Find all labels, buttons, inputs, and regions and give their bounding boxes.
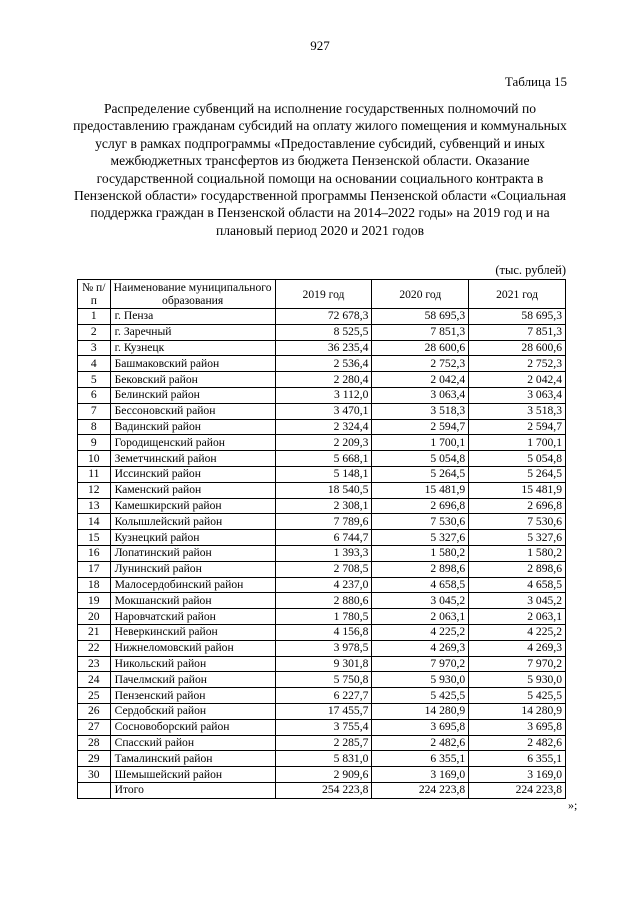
municipality-name: Лопатинский район: [110, 545, 275, 561]
table-row: [78, 466, 566, 482]
row-number: 17: [78, 561, 111, 577]
municipality-name: Итого: [110, 782, 275, 798]
value-2021: 7 851,3: [469, 324, 566, 340]
municipality-name: г. Кузнецк: [110, 340, 275, 356]
municipality-name: Земетчинский район: [110, 451, 275, 467]
row-number: 29: [78, 751, 111, 767]
municipality-name: Спасский район: [110, 735, 275, 751]
municipality-name: Иссинский район: [110, 466, 275, 482]
value-2019: 3 755,4: [275, 719, 372, 735]
value-2020: 28 600,6: [372, 340, 469, 356]
row-number: 23: [78, 656, 111, 672]
table-row: [78, 624, 566, 640]
value-2019: 6 744,7: [275, 530, 372, 546]
municipality-name: Вадинский район: [110, 419, 275, 435]
row-number: 15: [78, 530, 111, 546]
value-2021: 5 425,5: [469, 688, 566, 704]
row-number: 9: [78, 435, 111, 451]
municipality-name: Сердобский район: [110, 703, 275, 719]
value-2020: 2 042,4: [372, 372, 469, 388]
value-2021: 3 695,8: [469, 719, 566, 735]
value-2021: 14 280,9: [469, 703, 566, 719]
row-number: 2: [78, 324, 111, 340]
value-2021: 7 530,6: [469, 514, 566, 530]
table-row: [78, 577, 566, 593]
row-number: 28: [78, 735, 111, 751]
value-2021: 2 752,3: [469, 356, 566, 372]
value-2020: 14 280,9: [372, 703, 469, 719]
row-number: 16: [78, 545, 111, 561]
value-2019: 9 301,8: [275, 656, 372, 672]
value-2019: 2 536,4: [275, 356, 372, 372]
value-2021: 5 327,6: [469, 530, 566, 546]
value-2019: 3 470,1: [275, 403, 372, 419]
table-row: [78, 593, 566, 609]
municipality-name: Лунинский район: [110, 561, 275, 577]
value-2020: 2 752,3: [372, 356, 469, 372]
header-2020: 2020 год: [372, 280, 469, 309]
value-2019: 6 227,7: [275, 688, 372, 704]
municipality-name: Пачелмский район: [110, 672, 275, 688]
row-number: 19: [78, 593, 111, 609]
value-2019: 8 525,5: [275, 324, 372, 340]
value-2019: 4 156,8: [275, 624, 372, 640]
row-number: 30: [78, 767, 111, 783]
municipality-name: Каменский район: [110, 482, 275, 498]
value-2020: 58 695,3: [372, 309, 469, 325]
value-2019: 4 237,0: [275, 577, 372, 593]
table-row: [78, 735, 566, 751]
value-2020: 3 063,4: [372, 387, 469, 403]
value-2021: 3 045,2: [469, 593, 566, 609]
header-name: Наименование муниципального образования: [110, 280, 275, 309]
row-number: 12: [78, 482, 111, 498]
row-number: 22: [78, 640, 111, 656]
row-number: 4: [78, 356, 111, 372]
value-2020: 4 269,3: [372, 640, 469, 656]
table-row: [78, 751, 566, 767]
table-row: [78, 356, 566, 372]
municipality-name: Мокшанский район: [110, 593, 275, 609]
table-row: [78, 767, 566, 783]
table-row: [78, 656, 566, 672]
municipality-name: Сосновоборский район: [110, 719, 275, 735]
row-number: 25: [78, 688, 111, 704]
table-row: [78, 688, 566, 704]
row-number: 14: [78, 514, 111, 530]
value-2020: 2 898,6: [372, 561, 469, 577]
row-number: 20: [78, 609, 111, 625]
value-2021: 3 063,4: [469, 387, 566, 403]
row-number: 26: [78, 703, 111, 719]
municipality-name: г. Заречный: [110, 324, 275, 340]
value-2021: 5 930,0: [469, 672, 566, 688]
row-number: 10: [78, 451, 111, 467]
value-2019: 3 978,5: [275, 640, 372, 656]
municipality-name: Пензенский район: [110, 688, 275, 704]
value-2021: 4 658,5: [469, 577, 566, 593]
municipality-name: Шемышейский район: [110, 767, 275, 783]
municipality-name: Никольский район: [110, 656, 275, 672]
value-2020: 2 696,8: [372, 498, 469, 514]
value-2020: 3 045,2: [372, 593, 469, 609]
page-number: 927: [310, 38, 330, 53]
value-2021: 3 169,0: [469, 767, 566, 783]
value-2020: 5 930,0: [372, 672, 469, 688]
row-number: 13: [78, 498, 111, 514]
table-row: [78, 340, 566, 356]
value-2021: 4 225,2: [469, 624, 566, 640]
value-2021: 7 970,2: [469, 656, 566, 672]
table-row: [78, 514, 566, 530]
total-row: [78, 782, 566, 798]
table-row: [78, 435, 566, 451]
value-2021: 2 482,6: [469, 735, 566, 751]
table-header-row: [78, 280, 566, 309]
row-number: 21: [78, 624, 111, 640]
table-row: [78, 309, 566, 325]
table-row: [78, 372, 566, 388]
municipality-name: Колышлейский район: [110, 514, 275, 530]
municipality-name: Камешкирский район: [110, 498, 275, 514]
row-number: 7: [78, 403, 111, 419]
value-2019: 2 708,5: [275, 561, 372, 577]
value-2020: 2 063,1: [372, 609, 469, 625]
table-row: [78, 419, 566, 435]
value-2019: 2 308,1: [275, 498, 372, 514]
value-2020: 7 530,6: [372, 514, 469, 530]
value-2019: 2 324,4: [275, 419, 372, 435]
value-2021: 1 580,2: [469, 545, 566, 561]
table-row: [78, 561, 566, 577]
table-row: [78, 498, 566, 514]
value-2020: 2 594,7: [372, 419, 469, 435]
value-2019: 5 831,0: [275, 751, 372, 767]
table-row: [78, 640, 566, 656]
municipality-name: Неверкинский район: [110, 624, 275, 640]
row-number: 27: [78, 719, 111, 735]
table-row: [78, 545, 566, 561]
header-num: № п/п: [78, 280, 111, 309]
value-2021: 28 600,6: [469, 340, 566, 356]
table-row: [78, 609, 566, 625]
units-note: (тыс. рублей): [495, 263, 566, 277]
value-2019: 254 223,8: [275, 782, 372, 798]
municipality-name: Тамалинский район: [110, 751, 275, 767]
value-2020: 3 169,0: [372, 767, 469, 783]
value-2019: 5 148,1: [275, 466, 372, 482]
value-2021: 15 481,9: [469, 482, 566, 498]
value-2019: 5 668,1: [275, 451, 372, 467]
table-row: [78, 324, 566, 340]
value-2021: 2 594,7: [469, 419, 566, 435]
value-2020: 4 658,5: [372, 577, 469, 593]
value-2020: 3 695,8: [372, 719, 469, 735]
value-2019: 7 789,6: [275, 514, 372, 530]
value-2021: 224 223,8: [469, 782, 566, 798]
table-row: [78, 672, 566, 688]
value-2020: 1 700,1: [372, 435, 469, 451]
value-2020: 7 851,3: [372, 324, 469, 340]
value-2020: 6 355,1: [372, 751, 469, 767]
value-2019: 2 285,7: [275, 735, 372, 751]
table-row: [78, 530, 566, 546]
table-row: [78, 703, 566, 719]
municipality-name: Башмаковский район: [110, 356, 275, 372]
value-2020: 4 225,2: [372, 624, 469, 640]
municipality-name: Наровчатский район: [110, 609, 275, 625]
value-2020: 5 054,8: [372, 451, 469, 467]
value-2021: 2 042,4: [469, 372, 566, 388]
value-2021: 6 355,1: [469, 751, 566, 767]
row-number: [78, 782, 111, 798]
municipality-name: Кузнецкий район: [110, 530, 275, 546]
closing-quote: »;: [568, 798, 578, 812]
table-row: [78, 451, 566, 467]
value-2020: 5 425,5: [372, 688, 469, 704]
table-row: [78, 719, 566, 735]
row-number: 8: [78, 419, 111, 435]
value-2021: 2 898,6: [469, 561, 566, 577]
header-2021: 2021 год: [469, 280, 566, 309]
municipality-name: Малосердобинский район: [110, 577, 275, 593]
value-2019: 72 678,3: [275, 309, 372, 325]
row-number: 6: [78, 387, 111, 403]
municipality-name: Бессоновский район: [110, 403, 275, 419]
value-2021: 58 695,3: [469, 309, 566, 325]
table-body: [78, 309, 566, 799]
value-2019: 2 209,3: [275, 435, 372, 451]
value-2019: 17 455,7: [275, 703, 372, 719]
table-row: [78, 403, 566, 419]
row-number: 1: [78, 309, 111, 325]
municipality-name: Белинский район: [110, 387, 275, 403]
value-2019: 3 112,0: [275, 387, 372, 403]
value-2019: 2 909,6: [275, 767, 372, 783]
value-2020: 5 327,6: [372, 530, 469, 546]
value-2020: 224 223,8: [372, 782, 469, 798]
table-row: [78, 387, 566, 403]
row-number: 5: [78, 372, 111, 388]
value-2019: 1 780,5: [275, 609, 372, 625]
table-row: [78, 482, 566, 498]
municipality-name: Городищенский район: [110, 435, 275, 451]
value-2020: 3 518,3: [372, 403, 469, 419]
value-2020: 7 970,2: [372, 656, 469, 672]
header-2019: 2019 год: [275, 280, 372, 309]
value-2021: 4 269,3: [469, 640, 566, 656]
value-2021: 5 054,8: [469, 451, 566, 467]
row-number: 3: [78, 340, 111, 356]
value-2021: 1 700,1: [469, 435, 566, 451]
value-2020: 1 580,2: [372, 545, 469, 561]
value-2020: 2 482,6: [372, 735, 469, 751]
value-2019: 2 880,6: [275, 593, 372, 609]
value-2019: 18 540,5: [275, 482, 372, 498]
value-2019: 36 235,4: [275, 340, 372, 356]
subvention-table: [77, 279, 566, 799]
value-2020: 15 481,9: [372, 482, 469, 498]
value-2019: 5 750,8: [275, 672, 372, 688]
document-title: Распределение субвенций на исполнение государственных полномочий по предоставлению гражданам субсидий на оплату жилого помещения и коммунальных услуг в рамках подпрограммы «Предоставление субсидий, субвенций и иных межбюджетных трансфертов из бюджета Пензенской области. Оказание государственной социальной помощи на основании социального контракта в Пензенской области» государственной программы Пензенской области «Социальная поддержка граждан в Пензенской области на 2014–2022 годы» на 2019 год и на плановый период 2020 и 2021 годов: [73, 101, 567, 238]
table-label: Таблица 15: [504, 74, 567, 89]
municipality-name: Бековский район: [110, 372, 275, 388]
value-2021: 3 518,3: [469, 403, 566, 419]
value-2020: 5 264,5: [372, 466, 469, 482]
municipality-name: Нижнеломовский район: [110, 640, 275, 656]
row-number: 18: [78, 577, 111, 593]
value-2021: 5 264,5: [469, 466, 566, 482]
municipality-name: г. Пенза: [110, 309, 275, 325]
value-2021: 2 696,8: [469, 498, 566, 514]
row-number: 24: [78, 672, 111, 688]
value-2019: 2 280,4: [275, 372, 372, 388]
row-number: 11: [78, 466, 111, 482]
value-2021: 2 063,1: [469, 609, 566, 625]
value-2019: 1 393,3: [275, 545, 372, 561]
